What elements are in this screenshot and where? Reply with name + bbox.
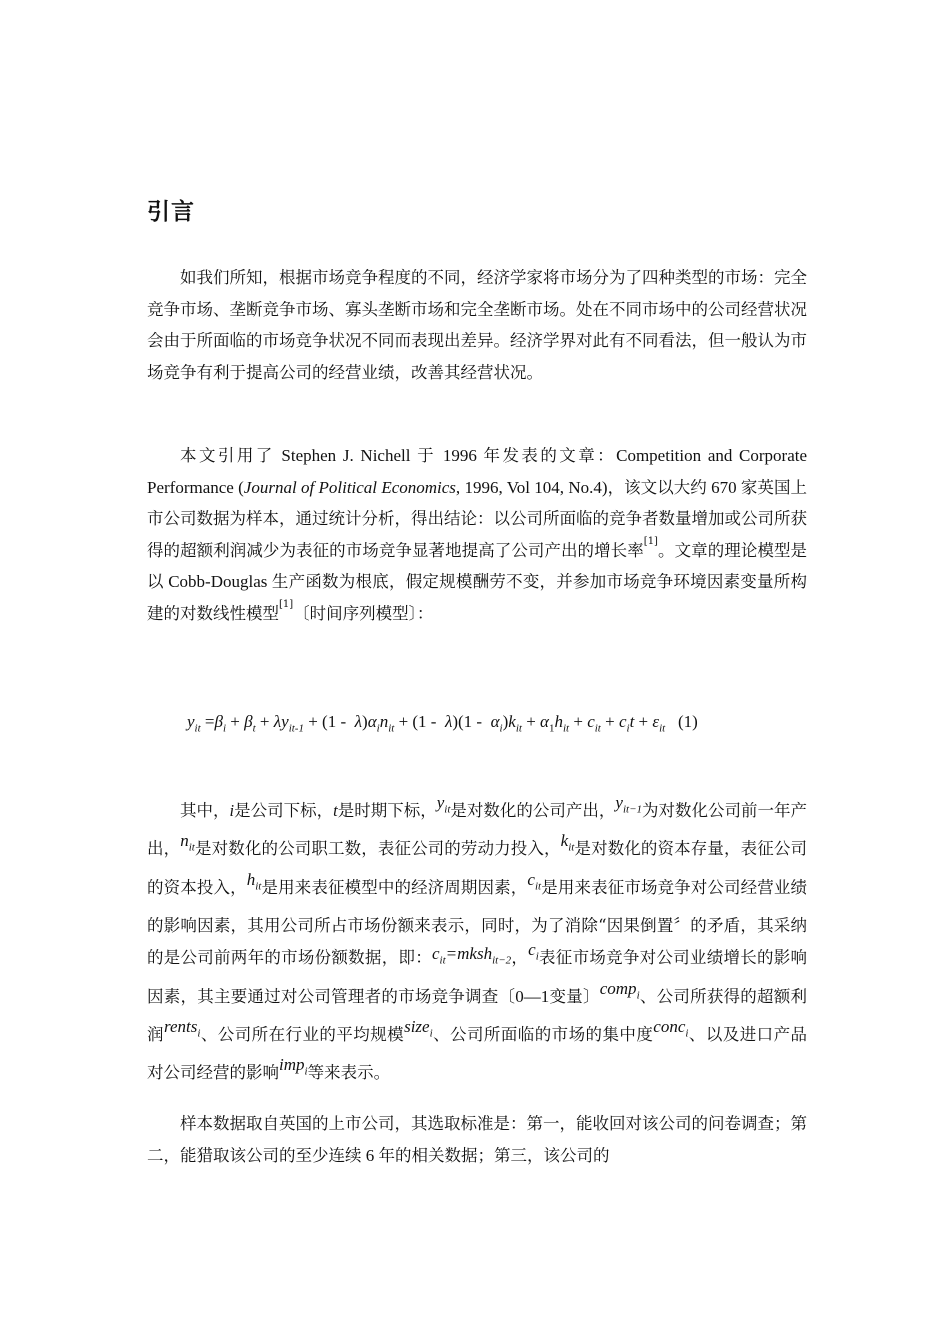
author-name: Stephen J. Nichell [274, 446, 418, 465]
var-rents: rents$_i$ [163, 1016, 201, 1040]
var-k-it: $k_{it}$ [560, 831, 575, 854]
p2-text-f: 。文章的理论模型是以 [147, 540, 808, 591]
reference-marker: [1] [279, 598, 294, 610]
p2-text-g: 生产函数为根底，假定规模酬劳不变，并参加市场竞争环境因素变量所构建的对数线性模型 [147, 572, 807, 623]
var-t: t [333, 801, 338, 820]
p2-text-e: 家英国上市公司数据为样本，通过统计分析，得出结论：以公司所面临的竞争者数量增加或公司所获得的超额利润减少为表征的市场竞争显著地提高了公司产出的增长率 [147, 477, 808, 560]
sample-size: 670 [706, 477, 741, 497]
cobb-douglas-term: Cobb-Douglas [163, 572, 272, 591]
p2-text-b: 于 [417, 446, 437, 465]
equation-number: (1) [677, 712, 698, 731]
var-comp: comp$_i$ [599, 978, 640, 1001]
var-c-it: $c_{it}$ [527, 869, 542, 893]
p4-text-f: 是对数化的公司职工数，表征公司的劳动力投入， [194, 839, 561, 859]
p5-text-b: 年的相关数据；第三，该公司的 [378, 1145, 610, 1165]
var-h-it: $h_{it}$ [246, 869, 262, 893]
var-size: size$_i$ [404, 1016, 433, 1040]
p4-text-a: 其中， [180, 801, 230, 820]
p4-text-j: 是用来表征市场竞争对公司经营业绩的影响因素，其用公司所占市场份额来表示，同时，为了消除“因果倒置〞的矛盾，其采纳的是公司前两年的市场份额数据，即： [147, 877, 808, 968]
reference-marker: [1] [643, 535, 658, 547]
article-title: Competition and Corporate Performance ( [147, 446, 808, 497]
p4-text-r: 等来表示。 [307, 1063, 391, 1083]
p4-text-h: 是用来表征模型中的经济周期因素， [261, 877, 528, 897]
var-y-it-1: $y_{it-1}$ [615, 793, 643, 816]
var-n-it: $n_{it}$ [180, 831, 195, 854]
p4-text-e: 为对数化公司前一年产出， [147, 801, 808, 859]
citation-details: , 1996, Vol 104, No.4) [455, 477, 608, 497]
equation-1: $y_{it} =\beta_i + \beta_t + \lambda y_{it-1} + (1 - \lambda)\alpha_in_{it} + (1 - \lambda)(1 - \alpha_i)k_{it} + \alpha_1h_{it} + c_{it} + c_it + \varepsilon_{it}$ (1) [187, 712, 698, 735]
var-c-equals-mksh: $c_{it}=mksh_{it-2}$ [432, 944, 512, 967]
p4-text-k: ， [511, 948, 529, 968]
paragraph-variable-definitions [147, 795, 807, 1096]
var-conc: conc$_i$ [653, 1016, 689, 1040]
years-count: 6 [361, 1145, 379, 1165]
p2-text-a: 本文引用了 [180, 446, 275, 465]
p4-text-g: 是对数化的资本存量，表征公司的资本投入， [147, 839, 808, 897]
p4-text-d: 是对数化的公司产出， [450, 801, 616, 820]
variable-range: 0—1 [515, 986, 550, 1006]
paragraph-citation [147, 440, 807, 629]
p2-text-h: 〔时间序列模型〕： [293, 603, 434, 623]
var-y-it: $y_{it}$ [436, 793, 451, 816]
publication-year: 1996 [436, 446, 484, 465]
p4-text-n: 、公司所获得的超额利润 [147, 986, 808, 1044]
p4-text-q: 、以及进口产品对公司经营的影响 [147, 1024, 808, 1083]
paragraph-intro: 如我们所知，根据市场竞争程度的不同，经济学家将市场分为了四种类型的市场：完全竞争市场、垄断竞争市场、寡头垄断市场和完全垄断市场。处在不同市场中的公司经营状况会由于所面临的市场竞争状况不同而表现出差异。经济学界对此有不同看法，但一般认为市场竞争有利于提高公司的经营业绩，改善其经营状况。 [147, 268, 807, 382]
p4-text-p: 、公司所面临的市场的集中度 [432, 1024, 654, 1044]
p2-text-d: ，该文以大约 [607, 477, 707, 497]
paragraph-sample-data [147, 1108, 807, 1171]
section-heading: 引言 [147, 199, 195, 225]
journal-name: Journal of Political Economics [243, 477, 456, 497]
var-imp: imp$_i$ [279, 1055, 308, 1078]
p4-text-m: 变量〕 [549, 986, 600, 1006]
p4-text-b: 是公司下标， [234, 801, 334, 820]
p4-text-l: 表征市场竞争对公司业绩增长的影响因素，其主要通过对公司管理者的市场竞争调查〔 [147, 948, 808, 1006]
var-c-i: $c_i$ [528, 940, 539, 963]
var-i: i [229, 801, 235, 820]
p4-text-c: 是时期下标， [337, 801, 437, 820]
p2-text-c: 年发表的文章： [483, 446, 617, 465]
p5-text-a: 样本数据取自英国的上市公司，其选取标准是：第一，能收回对该公司的问卷调查；第二，能猎取该公司的至少连续 [147, 1114, 807, 1165]
p4-text-o: 、公司所在行业的平均规模 [200, 1024, 405, 1044]
